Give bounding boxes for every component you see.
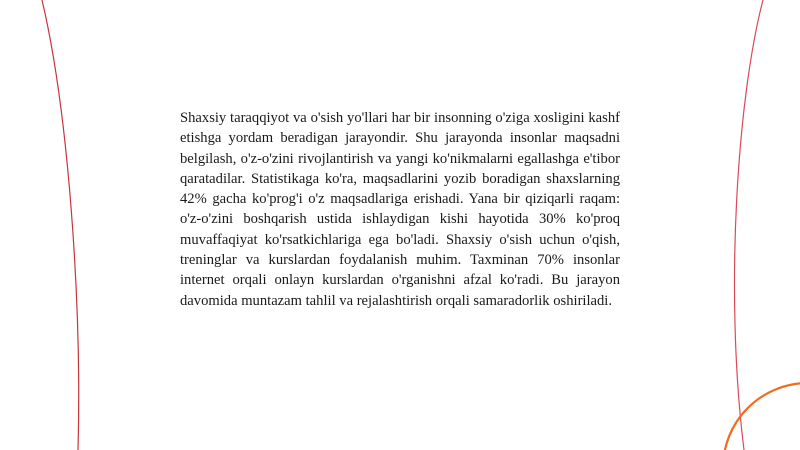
left-curve-line — [42, 0, 79, 450]
orange-arc — [723, 383, 800, 450]
right-curve-line — [734, 0, 763, 450]
body-paragraph: Shaxsiy taraqqiyot va o'sish yo'llari har bir insonning o'ziga xosligini kashf etishga yordam beradigan jarayondir. Shu jarayonda insonlar maqsadni belgilash, o'z-o'zini rivojlantirish va yangi ko'nikmalarni egallashga e'tibor qaratadilar. Statistikaga ko'ra, maqsadlarini yozib boradigan shaxslarning 42% gacha ko'prog'i o'z maqsadlariga erishadi. Yana bir qiziqarli raqam: o'z-o'zini boshqarish ustida ishlaydigan kishi hayotida 30% ko'proq muvaffaqiyat ko'rsatkichlariga ega bo'ladi. Shaxsiy o'sish uchun o'qish, treninglar va kurslardan foydalanish muhim. Taxminan 70% insonlar internet orqali onlayn kurslardan o'rganishni afzal ko'radi. Bu jarayon davomida muntazam tahlil va rejalashtirish orqali samaradorlik oshiriladi. — [180, 110, 620, 309]
